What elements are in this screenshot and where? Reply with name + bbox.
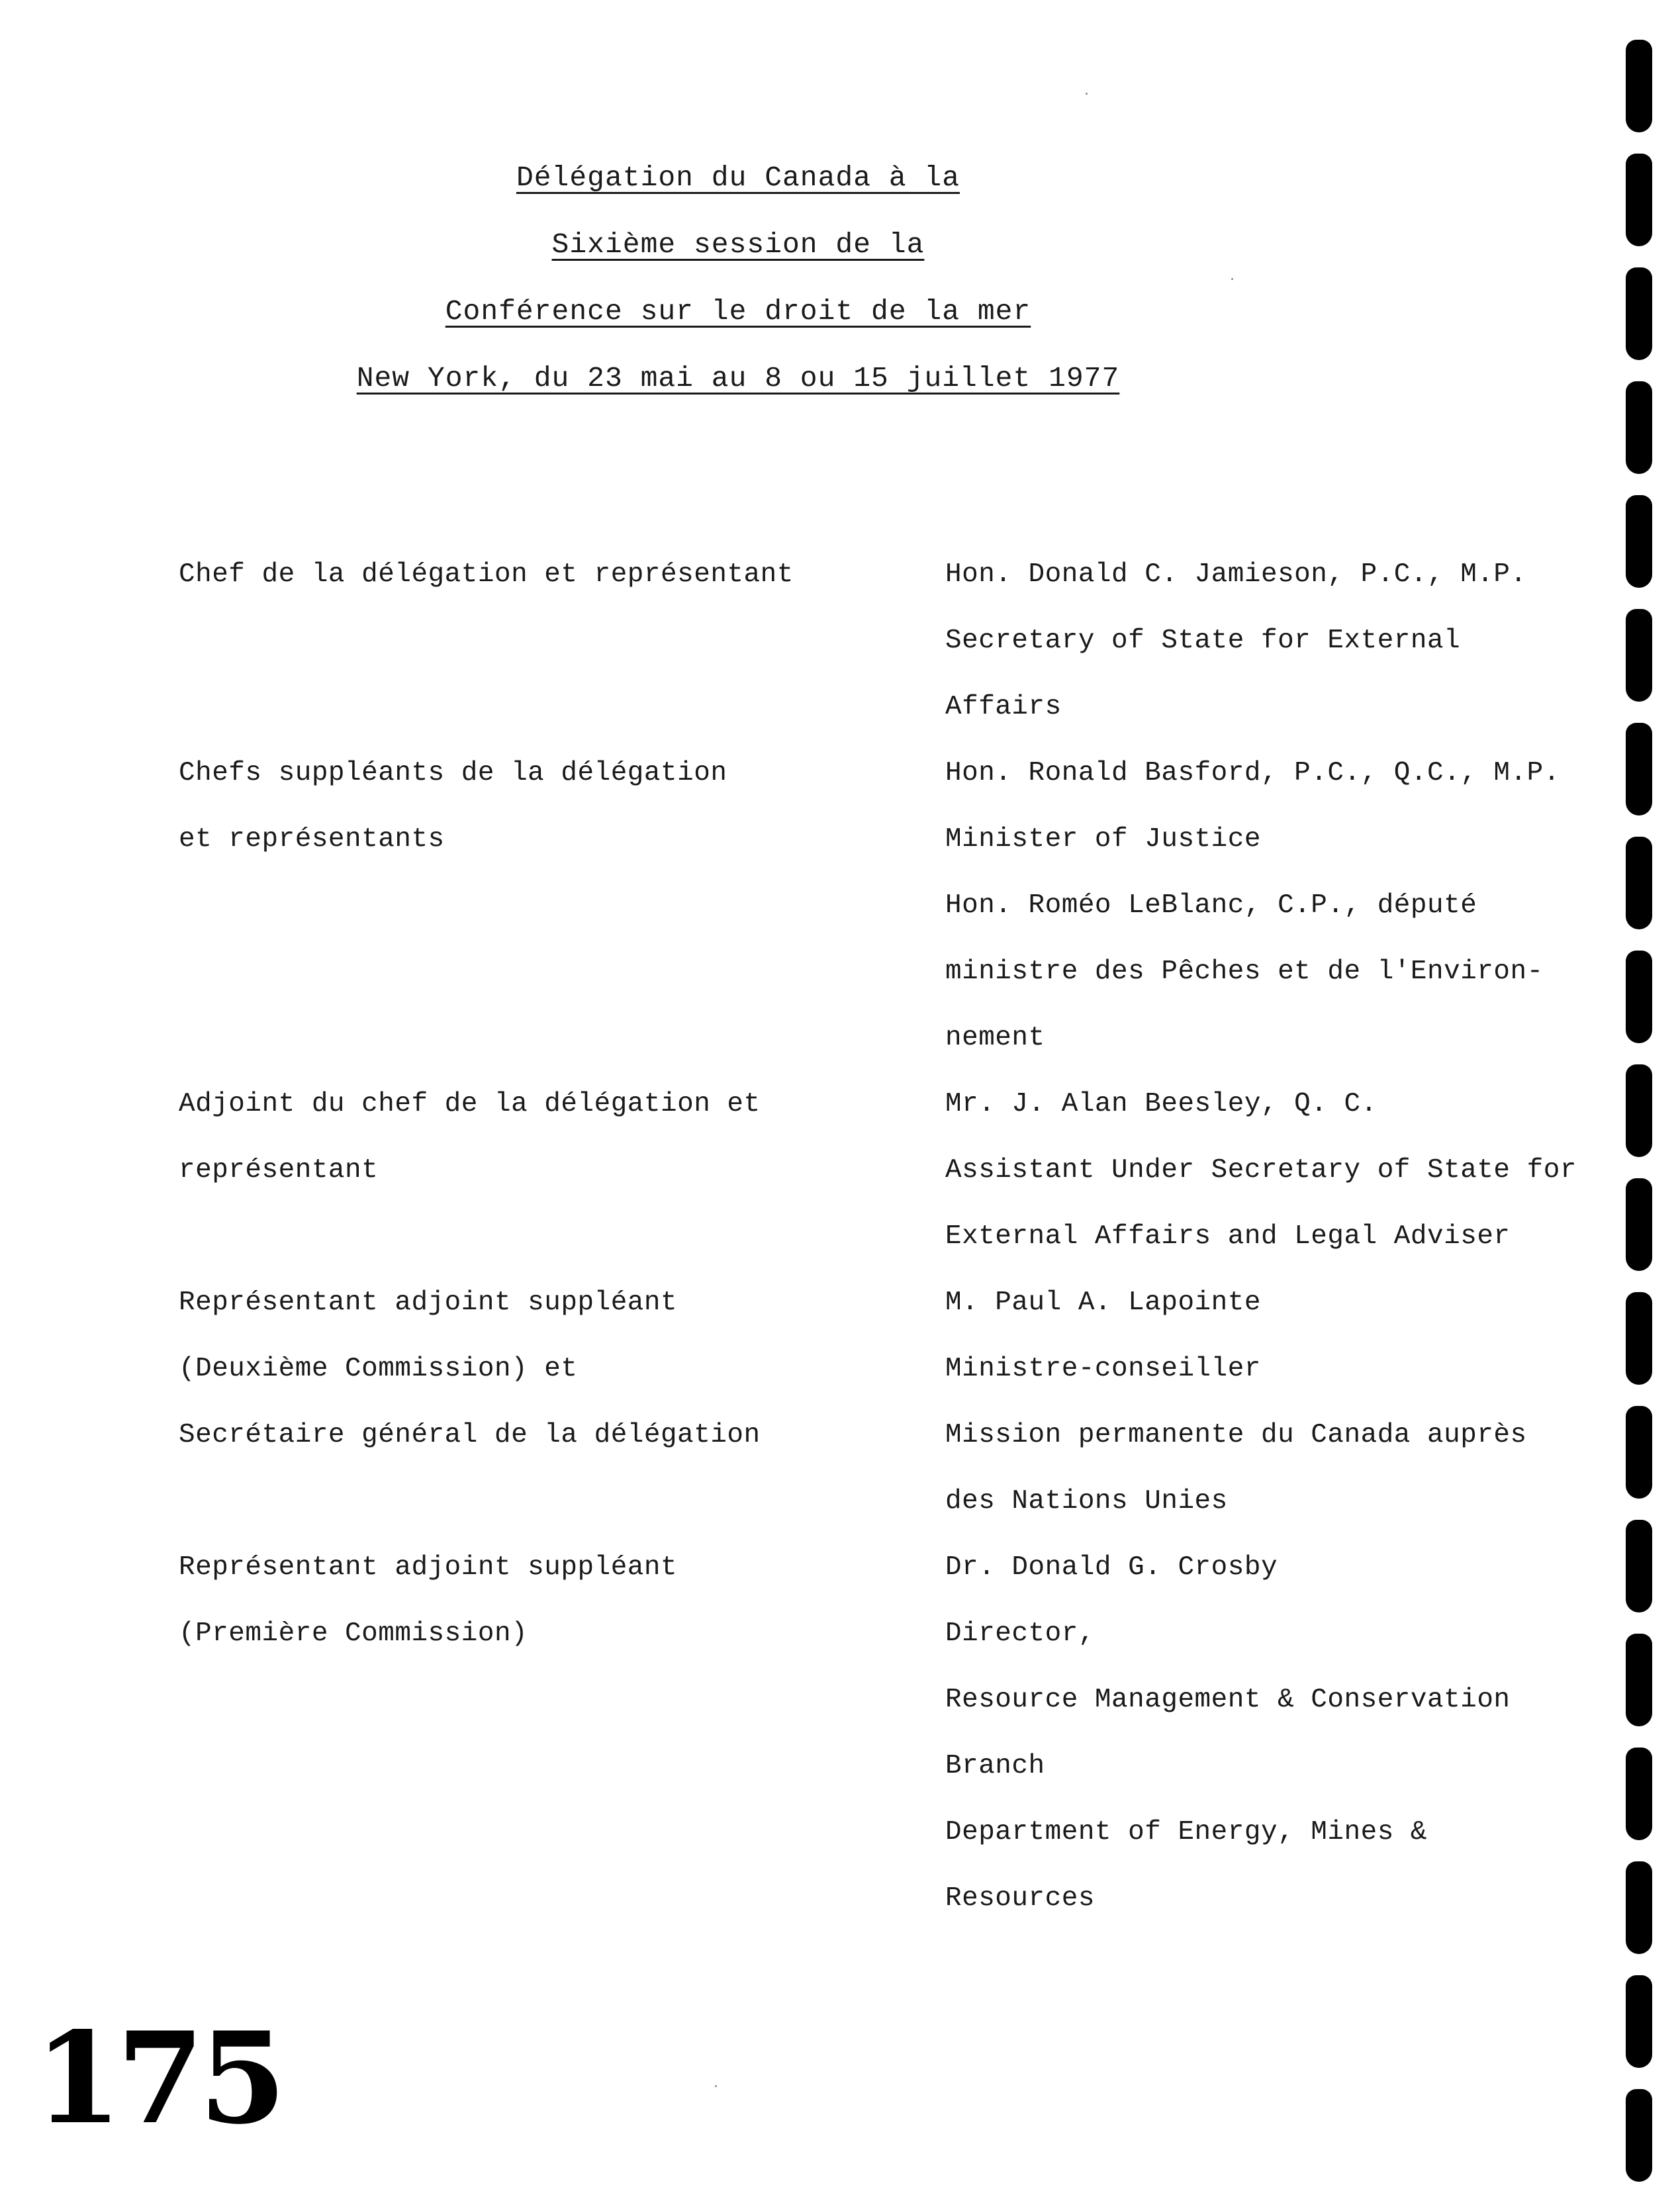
binding-hole-icon — [1626, 609, 1652, 702]
scan-speck — [1086, 93, 1088, 95]
people-column — [945, 1071, 1602, 1270]
binding-hole-icon — [1626, 1178, 1652, 1271]
person-line: M. Paul A. Lapointe — [945, 1287, 1261, 1318]
binding-hole-icon — [1626, 1520, 1652, 1612]
roster-entry-deputy — [179, 1071, 1602, 1270]
header-line-2: Sixième session de la — [551, 228, 925, 261]
binding-hole-icon — [1626, 1861, 1652, 1954]
role-line: Adjoint du chef de la délégation et — [179, 1089, 761, 1119]
person-line: Hon. Ronald Basford, P.C., Q.C., M.P. — [945, 758, 1560, 788]
role-line: et représentants — [179, 824, 445, 855]
header-line-3: Conférence sur le droit de la mer — [445, 295, 1031, 328]
person-line: ministre des Pêches et de l'Environ- — [945, 957, 1544, 987]
binding-hole-icon — [1626, 381, 1652, 474]
binding-hole-icon — [1626, 1406, 1652, 1499]
person-line: Dr. Donald G. Crosby — [945, 1552, 1278, 1583]
person-line: nement — [945, 1023, 1045, 1053]
scan-speck — [1231, 278, 1233, 280]
role-line: Chef de la délégation et représentant — [179, 559, 794, 590]
role-column — [179, 541, 945, 740]
roster-entry-alternates — [179, 740, 1602, 1071]
roster-entry-first-commission — [179, 1534, 1602, 1932]
person-line: Department of Energy, Mines & — [945, 1817, 1428, 1847]
binding-hole-icon — [1626, 495, 1652, 588]
binding-hole-icon — [1626, 723, 1652, 816]
person-line: External Affairs and Legal Adviser — [945, 1221, 1511, 1252]
person-line: Assistant Under Secretary of State for — [945, 1155, 1577, 1186]
page-number: 175 — [34, 2004, 281, 2152]
binding-hole-icon — [1626, 1975, 1652, 2068]
header-line-1: Délégation du Canada à la — [516, 162, 960, 194]
binding-hole-icon — [1626, 1634, 1652, 1726]
role-column — [179, 1534, 945, 1932]
person-line: Director, — [945, 1618, 1095, 1649]
role-line: Chefs suppléants de la délégation — [179, 758, 727, 788]
people-column — [945, 541, 1602, 740]
person-line: des Nations Unies — [945, 1486, 1228, 1516]
binding-hole-icon — [1626, 267, 1652, 360]
document-header — [0, 144, 1476, 412]
role-column — [179, 1071, 945, 1270]
role-line: Représentant adjoint suppléant — [179, 1552, 678, 1583]
person-line: Branch — [945, 1751, 1045, 1781]
binding-hole-icon — [1626, 154, 1652, 246]
roster-entry-second-commission — [179, 1270, 1602, 1534]
roster-entry-head — [179, 541, 1602, 740]
binding-holes — [1626, 40, 1655, 2184]
person-line: Affairs — [945, 692, 1062, 722]
person-line: Minister of Justice — [945, 824, 1261, 855]
people-column — [945, 1534, 1602, 1932]
person-line: Ministre-conseiller — [945, 1354, 1261, 1384]
person-line: Resources — [945, 1883, 1095, 1914]
role-column — [179, 740, 945, 1071]
header-line-4: New York, du 23 mai au 8 ou 15 juillet 1977 — [356, 362, 1120, 395]
person-line: Hon. Donald C. Jamieson, P.C., M.P. — [945, 559, 1527, 590]
person-line: Mr. J. Alan Beesley, Q. C. — [945, 1089, 1377, 1119]
people-column — [945, 1270, 1602, 1534]
binding-hole-icon — [1626, 951, 1652, 1043]
binding-hole-icon — [1626, 1748, 1652, 1840]
person-line: Hon. Roméo LeBlanc, C.P., député — [945, 890, 1477, 921]
person-line: Secretary of State for External — [945, 626, 1461, 656]
binding-hole-icon — [1626, 2089, 1652, 2182]
role-line: Secrétaire général de la délégation — [179, 1420, 761, 1450]
binding-hole-icon — [1626, 40, 1652, 132]
delegation-roster — [179, 541, 1602, 1932]
role-line: (Deuxième Commission) et — [179, 1354, 578, 1384]
role-line: Représentant adjoint suppléant — [179, 1287, 678, 1318]
binding-hole-icon — [1626, 1292, 1652, 1385]
binding-hole-icon — [1626, 837, 1652, 929]
role-line: (Première Commission) — [179, 1618, 528, 1649]
role-line: représentant — [179, 1155, 379, 1186]
binding-hole-icon — [1626, 1064, 1652, 1157]
person-line: Resource Management & Conservation — [945, 1685, 1511, 1715]
role-column — [179, 1270, 945, 1534]
scan-speck — [715, 2085, 717, 2087]
person-line: Mission permanente du Canada auprès — [945, 1420, 1527, 1450]
people-column — [945, 740, 1602, 1071]
